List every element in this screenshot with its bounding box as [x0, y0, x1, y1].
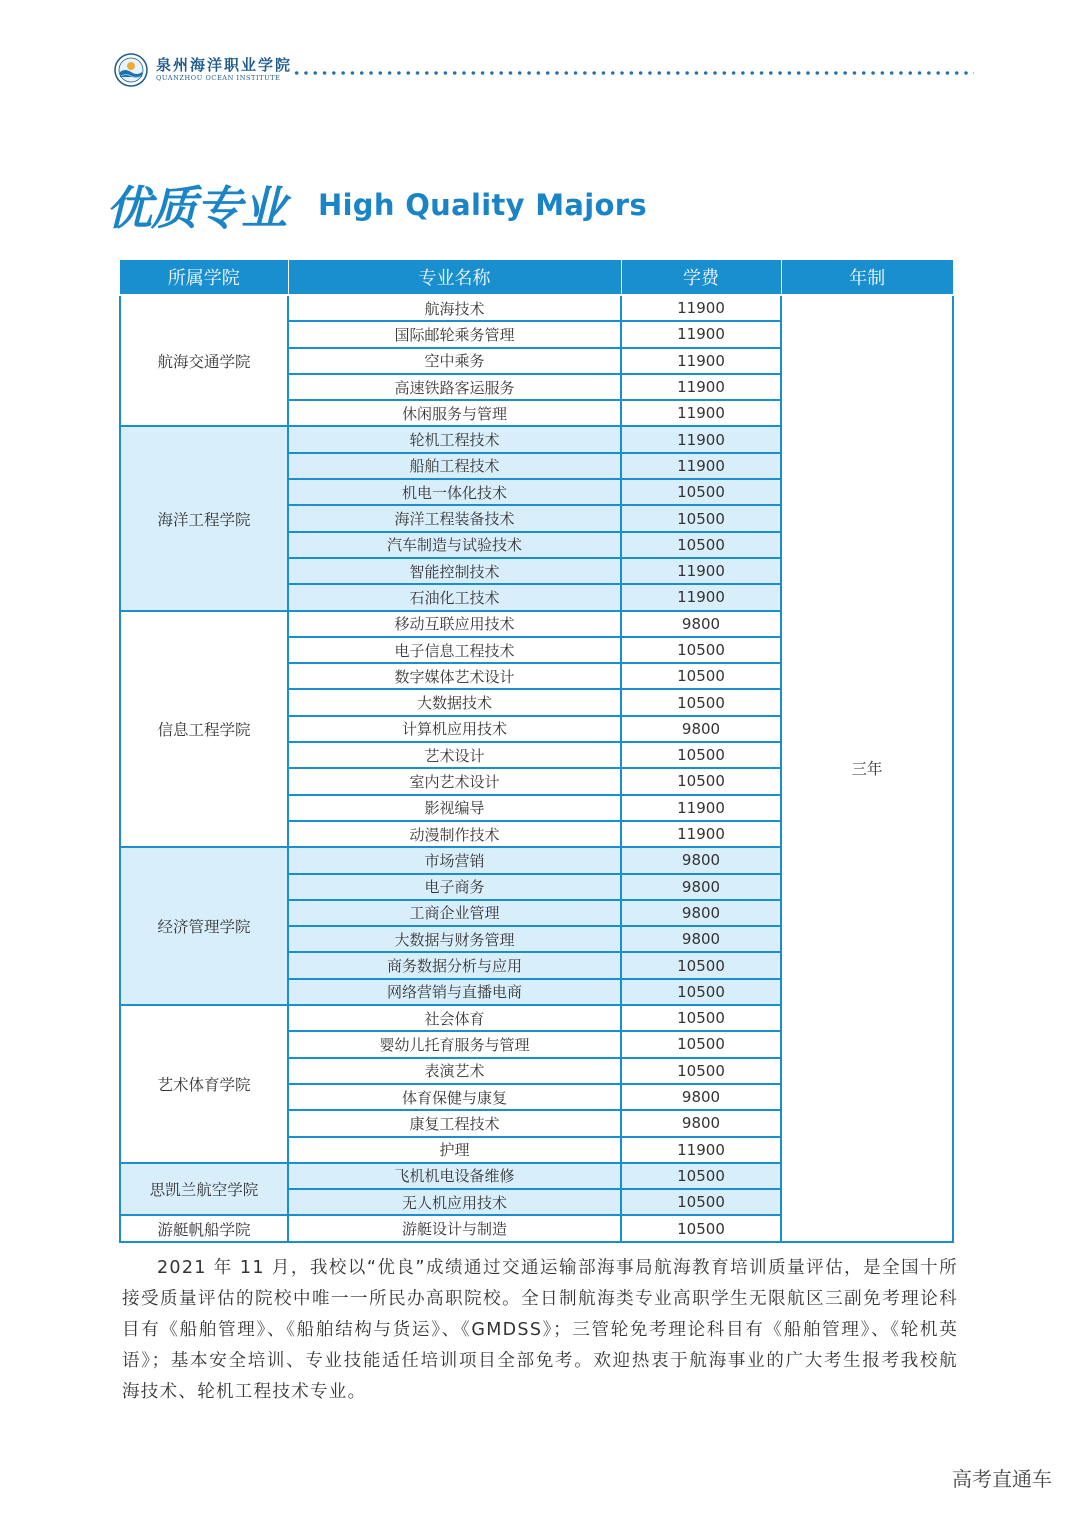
section-title-cn: 优质专业	[106, 181, 286, 235]
college-cell: 思凯兰航空学院	[120, 1163, 288, 1216]
fee-cell: 11900	[621, 821, 781, 847]
fee-cell: 11900	[621, 426, 781, 452]
major-cell: 国际邮轮乘务管理	[288, 321, 621, 347]
major-cell: 数字媒体艺术设计	[288, 663, 621, 689]
major-cell: 商务数据分析与应用	[288, 952, 621, 978]
major-cell: 智能控制技术	[288, 558, 621, 584]
fee-cell: 9800	[621, 611, 781, 637]
major-cell: 飞机机电设备维修	[288, 1163, 621, 1189]
major-cell: 石油化工技术	[288, 584, 621, 610]
fee-cell: 10500	[621, 1005, 781, 1031]
major-cell: 海洋工程装备技术	[288, 505, 621, 531]
major-cell: 机电一体化技术	[288, 479, 621, 505]
fee-cell: 9800	[621, 1110, 781, 1136]
major-cell: 高速铁路客运服务	[288, 374, 621, 400]
fee-cell: 11900	[621, 348, 781, 374]
major-cell: 船舶工程技术	[288, 453, 621, 479]
fee-cell: 11900	[621, 584, 781, 610]
fee-cell: 10500	[621, 742, 781, 768]
major-cell: 电子商务	[288, 874, 621, 900]
major-cell: 移动互联应用技术	[288, 611, 621, 637]
fee-cell: 11900	[621, 558, 781, 584]
major-cell: 影视编导	[288, 795, 621, 821]
fee-cell: 10500	[621, 532, 781, 558]
major-cell: 网络营销与直播电商	[288, 979, 621, 1005]
header-years: 年制	[781, 260, 953, 295]
major-cell: 计算机应用技术	[288, 716, 621, 742]
major-cell: 轮机工程技术	[288, 426, 621, 452]
table-header-row	[120, 260, 953, 295]
major-cell: 婴幼儿托育服务与管理	[288, 1031, 621, 1057]
fee-cell: 10500	[621, 689, 781, 715]
majors-table	[119, 260, 954, 1243]
dotted-divider	[292, 71, 974, 75]
fee-cell: 10500	[621, 1163, 781, 1189]
majors-table-container	[119, 260, 952, 1246]
fee-cell: 10500	[621, 1031, 781, 1057]
major-cell: 电子信息工程技术	[288, 637, 621, 663]
major-cell: 室内艺术设计	[288, 768, 621, 794]
header-college: 所属学院	[120, 260, 288, 295]
page-header	[114, 50, 984, 90]
school-name-cn: 泉州海洋职业学院	[156, 56, 293, 74]
major-cell: 体育保健与康复	[288, 1084, 621, 1110]
major-cell: 大数据技术	[288, 689, 621, 715]
major-cell: 艺术设计	[288, 742, 621, 768]
fee-cell: 11900	[621, 374, 781, 400]
fee-cell: 10500	[621, 952, 781, 978]
fee-cell: 10500	[621, 479, 781, 505]
header-major: 专业名称	[288, 260, 621, 295]
fee-cell: 10500	[621, 505, 781, 531]
fee-cell: 9800	[621, 1084, 781, 1110]
major-cell: 社会体育	[288, 1005, 621, 1031]
fee-cell: 11900	[621, 321, 781, 347]
major-cell: 航海技术	[288, 295, 621, 321]
college-cell: 游艇帆船学院	[120, 1215, 288, 1241]
major-cell: 空中乘务	[288, 348, 621, 374]
fee-cell: 9800	[621, 716, 781, 742]
major-cell: 游艇设计与制造	[288, 1215, 621, 1241]
major-cell: 大数据与财务管理	[288, 926, 621, 952]
college-cell: 海洋工程学院	[120, 426, 288, 610]
major-cell: 汽车制造与试验技术	[288, 532, 621, 558]
major-cell: 休闲服务与管理	[288, 400, 621, 426]
fee-cell: 10500	[621, 979, 781, 1005]
header-fee: 学费	[621, 260, 781, 295]
years-cell: 三年	[781, 295, 953, 1242]
fee-cell: 10500	[621, 1215, 781, 1241]
fee-cell: 9800	[621, 900, 781, 926]
fee-cell: 11900	[621, 400, 781, 426]
major-cell: 护理	[288, 1137, 621, 1163]
major-cell: 动漫制作技术	[288, 821, 621, 847]
college-cell: 航海交通学院	[120, 295, 288, 426]
school-name-en: QUANZHOU OCEAN INSTITUTE	[156, 74, 281, 82]
fee-cell: 11900	[621, 453, 781, 479]
table-body	[120, 295, 953, 1242]
fee-cell: 10500	[621, 663, 781, 689]
fee-cell: 11900	[621, 795, 781, 821]
school-logo-icon	[114, 53, 148, 87]
fee-cell: 9800	[621, 847, 781, 873]
fee-cell: 10500	[621, 768, 781, 794]
major-cell: 工商企业管理	[288, 900, 621, 926]
major-cell: 康复工程技术	[288, 1110, 621, 1136]
fee-cell: 10500	[621, 1058, 781, 1084]
paragraph-text: 2021 年 11 月，我校以“优良”成绩通过交通运输部海事局航海教育培训质量评估，是全国十所接受质量评估的院校中唯一一所民办高职院校。全日制航海类专业高职学生无限航区三副免考理论科目有《船舶管理》、《船舶结构与货运》、《GMDSS》；三管轮免考理论科目有《船舶管理》、《轮机英语》；基本安全培训、专业技能适任培训项目全部免考。欢迎热衷于航海事业的广大考生报考我校航海技术、轮机工程技术专业。	[122, 1258, 958, 1402]
table-row	[120, 295, 953, 321]
major-cell: 无人机应用技术	[288, 1189, 621, 1215]
fee-cell: 11900	[621, 295, 781, 321]
fee-cell: 9800	[621, 926, 781, 952]
fee-cell: 10500	[621, 637, 781, 663]
section-title-en: High Quality Majors	[318, 188, 647, 222]
college-cell: 经济管理学院	[120, 847, 288, 1005]
college-cell: 艺术体育学院	[120, 1005, 288, 1163]
fee-cell: 11900	[621, 1137, 781, 1163]
fee-cell: 9800	[621, 874, 781, 900]
college-cell: 信息工程学院	[120, 611, 288, 848]
major-cell: 市场营销	[288, 847, 621, 873]
watermark-text: 高考直通车	[952, 1467, 1052, 1491]
description-paragraph	[122, 1253, 958, 1408]
fee-cell: 10500	[621, 1189, 781, 1215]
major-cell: 表演艺术	[288, 1058, 621, 1084]
